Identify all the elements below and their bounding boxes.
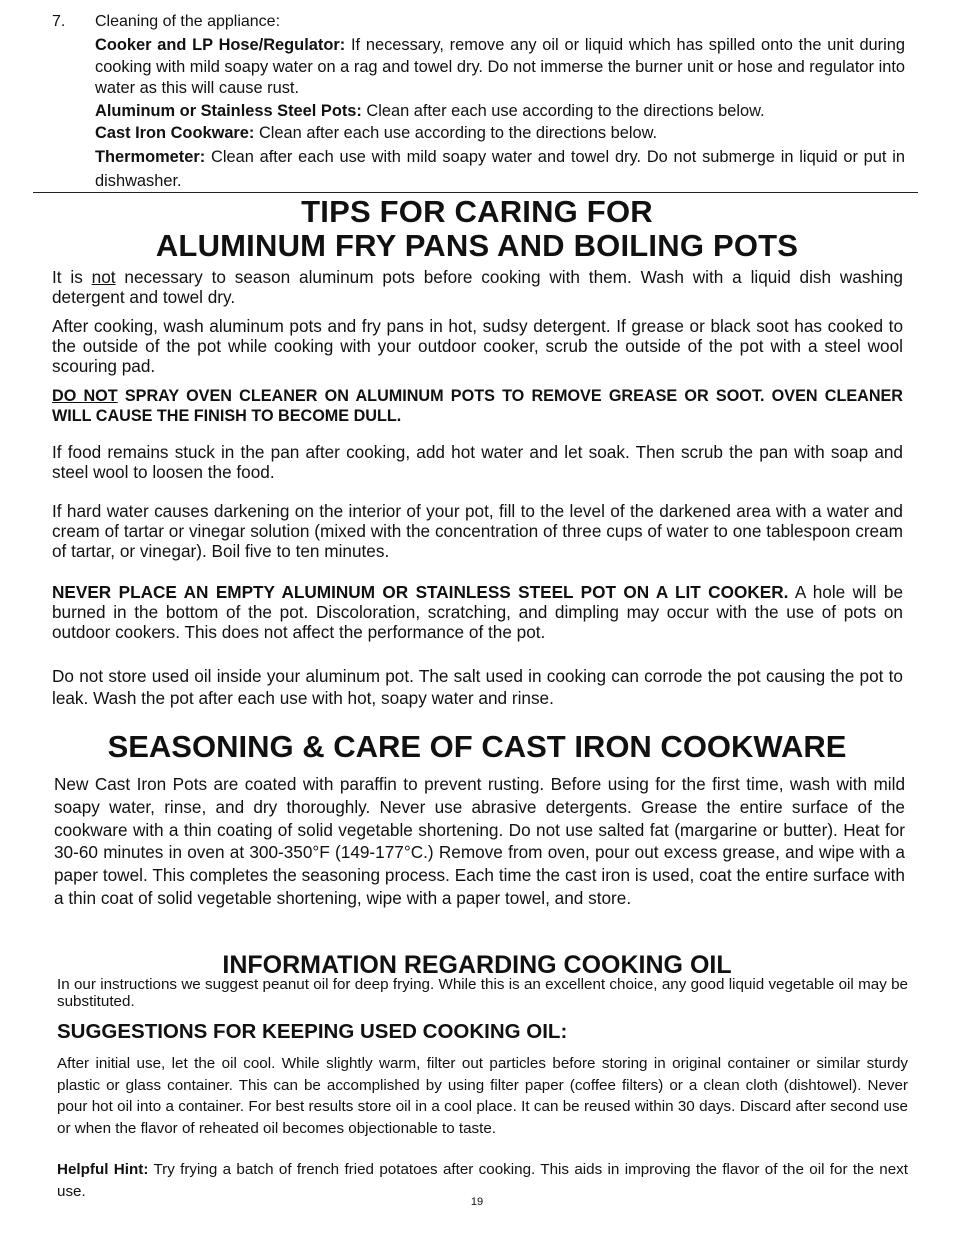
cooker-hose-item xyxy=(95,35,905,100)
page-number: 19 xyxy=(470,1196,484,1208)
item-label: Aluminum or Stainless Steel Pots: xyxy=(95,102,362,120)
thermometer-item xyxy=(95,145,905,193)
item-text: Clean after each use with mild soapy water and towel dry. Do not submerge in liquid or put in dishwasher. xyxy=(95,148,905,190)
paragraph: Do not store used oil inside your aluminum pot. The salt used in cooking can corrode the pot causing the pot to leak. Wash the pot after each use with hot, soapy water and rinse. xyxy=(52,666,903,708)
text-run: necessary to season aluminum pots before cooking with them. Wash with a liquid dish washing detergent and towel dry. xyxy=(52,267,903,307)
paragraph: After cooking, wash aluminum pots and fry pans in hot, sudsy detergent. If grease or black soot has cooked to the outside of the pot while cooking with your outdoor cooker, scrub the outside of the pot with a steel wool scouring pad. xyxy=(52,316,903,376)
paragraph: In our instructions we suggest peanut oil for deep frying. While this is an excellent choice, any good liquid vegetable oil may be substituted. xyxy=(57,976,908,1010)
item-label: Thermometer: xyxy=(95,148,206,166)
text-run: A hole will be burned in the bottom of the pot. Discoloration, scratching, and dimpling may occur with the use of pots on outdoor cookers. This does not affect the performance of the pot. xyxy=(52,582,904,642)
section-heading: Cleaning of the appliance: xyxy=(95,13,281,30)
warning-paragraph xyxy=(52,582,903,642)
bold-text: Helpful Hint: xyxy=(57,1161,149,1178)
title-line: ALUMINUM FRY PANS AND BOILING POTS xyxy=(155,228,799,263)
item-text: If necessary, remove any oil or liquid which has spilled onto the unit during cooking with mild soapy water on a rag and towel dry. Do not immerse the burner unit or hose and regulator into water as this will cause rust. xyxy=(95,36,906,97)
paragraph xyxy=(52,267,903,307)
cast-iron-item xyxy=(95,123,905,145)
cooking-oil-section-title: INFORMATION REGARDING COOKING OIL xyxy=(222,951,732,979)
paragraph: If food remains stuck in the pan after cooking, add hot water and let soak. Then scrub the pan with soap and steel wool to loosen the food. xyxy=(52,442,903,482)
underlined-text: not xyxy=(91,267,116,287)
text-run: Try frying a batch of french fried potatoes after cooking. This aids in improving the flavor of the oil for the next use. xyxy=(57,1161,908,1200)
text-run: SPRAY OVEN CLEANER ON ALUMINUM POTS TO REMOVE GREASE OR SOOT. OVEN CLEANER WILL CAUSE THE FINISH TO BECOME DULL. xyxy=(52,387,903,425)
item-text: Clean after each use according to the directions below. xyxy=(361,102,765,120)
paragraph: If hard water causes darkening on the interior of your pot, fill to the level of the darkened area with a water and cream of tartar or vinegar solution (mixed with the concentration of three cups of water to one tablespoon cream of tartar, or vinegar). Boil five to ten minutes. xyxy=(52,501,903,561)
paragraph: New Cast Iron Pots are coated with paraffin to prevent rusting. Before using for the first time, wash with mild soapy water, rinse, and dry thoroughly. Never use abrasive detergents. Grease the entire surface of the cookware with a thin coating of solid vegetable shortening. Do not use salted fat (margarine or butter). Heat for 30-60 minutes in oven at 300-350°F (149-177°C.) Remove from oven, pour out excess grease, and wipe with a paper towel. This completes the seasoning process. Each time the cast iron is used, coat the entire surface with a thin coat of solid vegetable shortening, wipe with a paper towel, and store. xyxy=(54,774,905,908)
item-label: Cooker and LP Hose/Regulator: xyxy=(95,36,346,54)
underlined-text: DO NOT xyxy=(52,387,118,405)
title-line: TIPS FOR CARING FOR xyxy=(301,194,653,229)
aluminum-pots-item xyxy=(95,101,905,123)
item-label: Cast Iron Cookware: xyxy=(95,124,255,142)
keeping-oil-section-title: SUGGESTIONS FOR KEEPING USED COOKING OIL: xyxy=(57,1020,568,1043)
list-number: 7. xyxy=(52,13,66,30)
aluminum-section-title xyxy=(0,195,954,263)
warning-paragraph xyxy=(52,386,903,426)
divider xyxy=(33,192,918,193)
paragraph: After initial use, let the oil cool. While slightly warm, filter out particles before storing in original container or similar sturdy plastic or glass container. This can be accomplished by using filter paper (coffee filters) or a clean cloth (dishtowel). Never pour hot oil into a container. For best results store oil in a cool place. It can be reused within 30 days. Discard after second use or when the flavor of reheated oil becomes objectionable to taste. xyxy=(57,1055,908,1137)
bold-text: NEVER PLACE AN EMPTY ALUMINUM OR STAINLESS STEEL POT ON A LIT COOKER. xyxy=(52,582,789,602)
cast-iron-section-title: SEASONING & CARE OF CAST IRON COOKWARE xyxy=(107,729,847,764)
item-text: Clean after each use according to the directions below. xyxy=(254,124,658,142)
text-run: It is xyxy=(52,267,92,287)
